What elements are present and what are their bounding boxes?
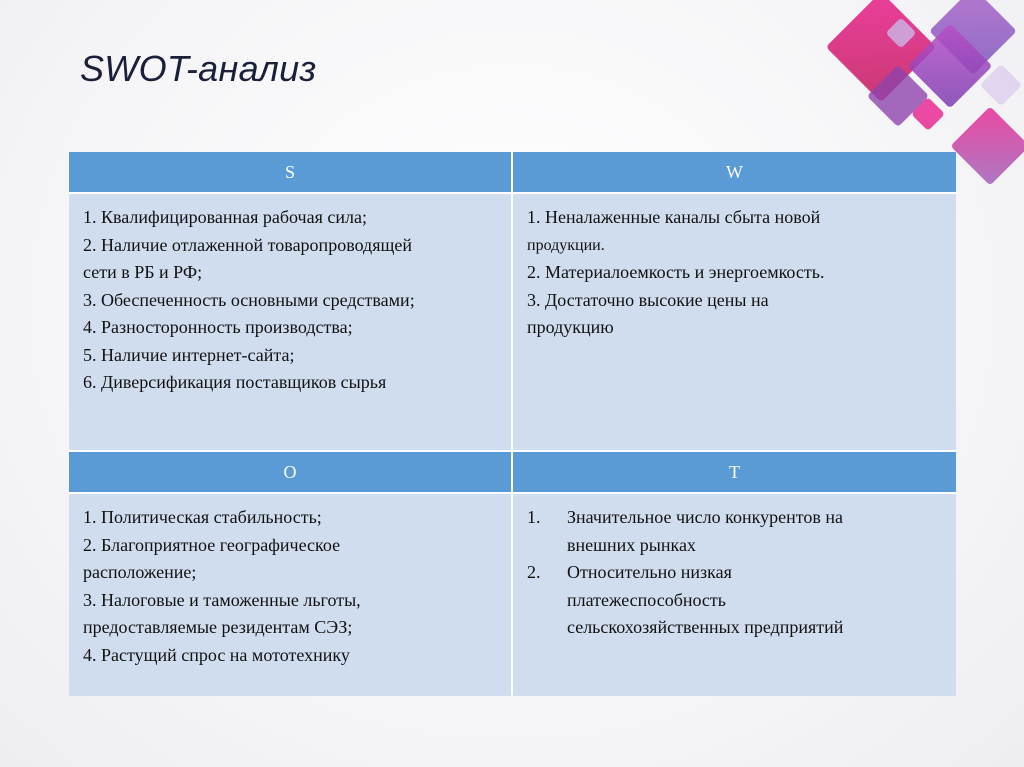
weakness-item: 1. Неналаженные каналы сбыта новой (527, 207, 821, 227)
weaknesses-cell (513, 194, 956, 450)
strengths-cell (69, 194, 511, 450)
header-threats: T (513, 452, 956, 492)
weakness-item: 3. Достаточно высокие цены на (527, 289, 769, 310)
swot-table (69, 152, 956, 694)
threat-item (527, 559, 946, 642)
strength-item: 2. Наличие отлаженной товаропроводящей (83, 234, 412, 255)
opportunity-item: 4. Растущий спрос на мототехнику (83, 644, 350, 665)
threat-text: платежеспособность (567, 589, 726, 610)
weakness-item: 2. Материалоемкость и энергоемкость. (527, 262, 825, 282)
opportunity-item: 3. Налоговые и таможенные льготы, (83, 589, 361, 610)
threats-list (527, 504, 946, 642)
opportunity-item: 1. Политическая стабильность; (83, 507, 322, 527)
strength-item: 6. Диверсификация поставщиков сырья (83, 372, 387, 392)
strength-item: сети в РБ и РФ; (83, 262, 203, 282)
strength-item: 4. Разносторонность производства; (83, 317, 353, 337)
threats-cell (513, 494, 956, 696)
threat-item (527, 504, 946, 559)
page-title: SWOT-анализ (80, 48, 317, 89)
opportunity-item: предоставляемые резидентам СЭЗ; (83, 617, 353, 637)
strength-item: 1. Квалифицированная рабочая сила; (83, 207, 367, 227)
threat-text: Значительное число конкурентов на (567, 507, 843, 527)
opportunity-item: расположение; (83, 562, 197, 582)
opportunities-cell (69, 494, 511, 696)
threat-text: Относительно низкая (567, 562, 732, 582)
strength-item: 3. Обеспеченность основными средствами; (83, 289, 415, 310)
weakness-item: продукцию (527, 317, 614, 337)
header-weaknesses: W (513, 152, 956, 192)
threat-text: сельскохозяйственных предприятий (567, 617, 844, 637)
header-opportunities: O (69, 452, 511, 492)
threat-number: 1. (527, 507, 541, 527)
opportunity-item: 2. Благоприятное географическое (83, 534, 341, 555)
header-strengths: S (69, 152, 511, 192)
strength-item: 5. Наличие интернет-сайта; (83, 344, 295, 365)
threat-text: внешних рынках (567, 534, 696, 555)
threat-number: 2. (527, 562, 541, 582)
weakness-item: продукции. (527, 236, 605, 254)
